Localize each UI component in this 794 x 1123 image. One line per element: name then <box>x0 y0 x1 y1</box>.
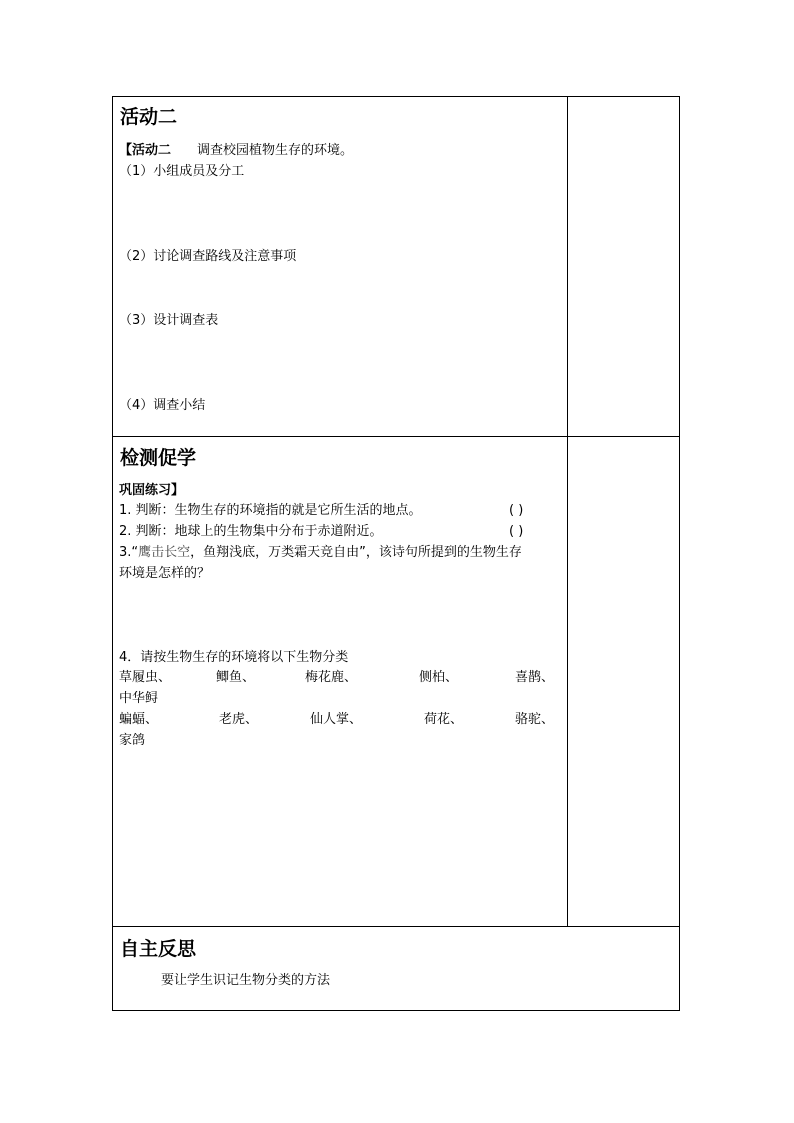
question-3-text: ，鱼翔浅底，万类霜天竞自由”，该诗句所提到的生物生存 <box>190 545 522 560</box>
question-3-line-1 <box>119 545 522 561</box>
organism-item: 家鸽 <box>119 733 146 748</box>
activity-label: 【活动二 <box>119 143 172 158</box>
question-2: 2. 判断：地球上的生物集中分布于赤道附近。 <box>119 524 383 539</box>
row-divider-2 <box>112 926 680 927</box>
organism-item: 老虎、 <box>219 712 259 727</box>
question-3-quote: 鹰击长空 <box>138 545 191 560</box>
question-3-number: 3.“ <box>119 545 139 560</box>
question-4: 4．请按生物生存的环境将以下生物分类 <box>119 650 349 665</box>
organism-item: 鲫鱼、 <box>216 670 256 685</box>
activity-item-3: （3）设计调查表 <box>119 313 219 328</box>
organism-item: 荷花、 <box>424 712 464 727</box>
organism-item: 梅花鹿、 <box>305 670 358 685</box>
organism-item: 中华鲟 <box>119 691 159 706</box>
organism-item: 草履虫、 <box>119 670 172 685</box>
question-3-line-2: 环境是怎样的？ <box>119 566 211 581</box>
activity-item-1: （1）小组成员及分工 <box>119 164 245 179</box>
activity-item-4: （4）调查小结 <box>119 398 206 413</box>
organism-item: 蝙蝠、 <box>119 712 159 727</box>
activity-item-2: （2）讨论调查路线及注意事项 <box>119 249 297 264</box>
column-divider <box>567 96 568 927</box>
answer-blank-2[interactable]: ( ) <box>509 524 524 539</box>
organism-item: 侧柏、 <box>419 670 459 685</box>
practice-label: 巩固练习】 <box>119 483 185 498</box>
section-heading-test: 检测促学 <box>120 447 197 469</box>
section-heading-reflection: 自主反思 <box>120 938 197 960</box>
organism-item: 仙人掌、 <box>310 712 363 727</box>
organism-item: 喜鹊、 <box>515 670 555 685</box>
answer-blank-1[interactable]: ( ) <box>509 503 524 518</box>
row-divider-1 <box>112 436 680 437</box>
reflection-text: 要让学生识记生物分类的方法 <box>161 973 331 988</box>
activity-text: 调查校园植物生存的环境。 <box>197 143 354 158</box>
section-heading-activity: 活动二 <box>120 106 178 128</box>
question-1: 1. 判断：生物生存的环境指的就是它所生活的地点。 <box>119 503 422 518</box>
organism-item: 骆驼、 <box>515 712 555 727</box>
